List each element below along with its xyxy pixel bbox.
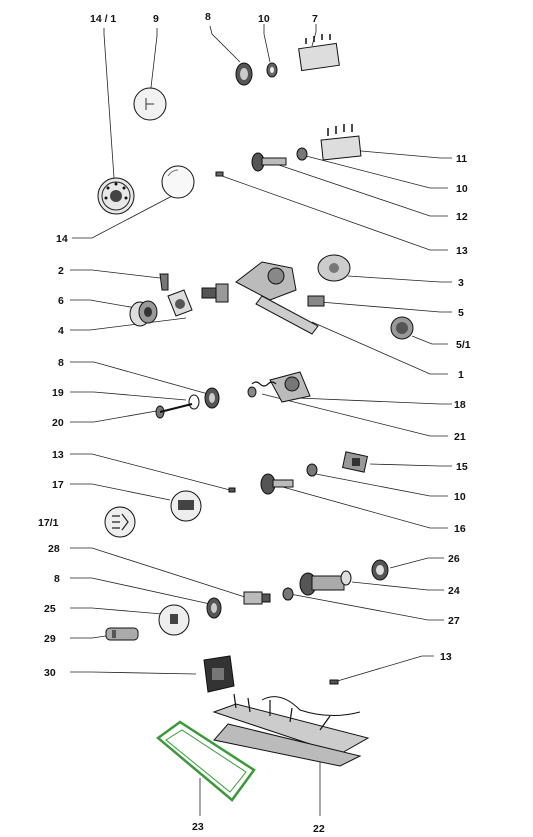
part-label-8: 8	[54, 573, 60, 585]
ring-part	[189, 395, 199, 409]
switch-block-part	[321, 124, 361, 160]
connector-part	[244, 592, 270, 604]
ignition-lock-part	[318, 255, 350, 281]
part-label-13: 13	[440, 651, 452, 663]
part-label-18: 18	[454, 399, 466, 411]
part-label-17: 17	[52, 479, 64, 491]
part-label-10: 10	[258, 13, 270, 25]
screw-part	[330, 680, 338, 684]
part-label-1: 1	[458, 369, 464, 381]
shaft-knob-part	[261, 474, 293, 494]
round-plate-part	[159, 605, 189, 635]
part-label-21: 21	[454, 431, 466, 443]
part-label-22: 22	[313, 823, 325, 835]
nut-part	[283, 588, 293, 600]
part-label-10: 10	[454, 491, 466, 503]
clock-face-part	[134, 88, 166, 120]
part-label-19: 19	[52, 387, 64, 399]
pin-part	[156, 404, 192, 418]
bulb-holder-part	[372, 560, 388, 580]
part-label-20: 20	[52, 417, 64, 429]
part-label-14-1: 14 / 1	[90, 13, 117, 25]
gauge-dial-part	[98, 178, 134, 214]
part-label-16: 16	[454, 523, 466, 535]
nut-part	[297, 148, 307, 160]
cap-part	[391, 317, 413, 339]
knob-part	[205, 388, 219, 408]
part-label-2: 2	[58, 265, 64, 277]
part-label-27: 27	[448, 615, 460, 627]
knob-part	[207, 598, 221, 618]
part-label-13: 13	[52, 449, 64, 461]
part-label-4: 4	[58, 325, 64, 337]
part-label-7: 7	[312, 13, 318, 25]
part-label-9: 9	[153, 13, 159, 25]
leader-lines	[70, 24, 452, 816]
nut-part	[267, 63, 277, 77]
part-label-13: 13	[456, 245, 468, 257]
part-label-12: 12	[456, 211, 468, 223]
heater-control-part	[214, 694, 368, 766]
part-label-8: 8	[58, 357, 64, 369]
part-label-14: 14	[56, 233, 68, 245]
part-label-6: 6	[58, 295, 64, 307]
part-label-24: 24	[448, 585, 460, 597]
connector-part	[308, 296, 324, 306]
relay-part	[299, 34, 340, 71]
toggle-switch-part	[343, 452, 368, 472]
part-label-3: 3	[458, 277, 464, 289]
part-label-29: 29	[44, 633, 56, 645]
part-label-28: 28	[48, 543, 60, 555]
part-label-25: 25	[44, 603, 56, 615]
screw-part	[216, 172, 223, 176]
knob-part	[236, 63, 252, 85]
bulb-socket-part	[106, 628, 138, 640]
part-label-30: 30	[44, 667, 56, 679]
cigarette-lighter-part	[300, 571, 351, 595]
part-label-5-1: 5/1	[456, 339, 471, 351]
indicator-plate-part	[171, 491, 201, 521]
part-label-5: 5	[458, 307, 464, 319]
part-label-11: 11	[456, 153, 468, 165]
steering-column-switch-part	[202, 262, 318, 334]
screw-part	[229, 488, 235, 492]
flange-plate-part	[168, 290, 192, 316]
part-label-8: 8	[205, 11, 211, 23]
glass-lens-part	[162, 166, 194, 198]
screw-part	[160, 274, 168, 290]
part-label-15: 15	[456, 461, 468, 473]
part-label-17-1: 17/1	[38, 517, 59, 529]
part-label-10: 10	[456, 183, 468, 195]
indicator-plate-part	[105, 507, 135, 537]
rocker-switch-part	[204, 656, 234, 692]
part-label-23: 23	[192, 821, 204, 833]
part-label-26: 26	[448, 553, 460, 565]
nut-part	[307, 464, 317, 476]
shaft-knob-part	[252, 153, 286, 171]
